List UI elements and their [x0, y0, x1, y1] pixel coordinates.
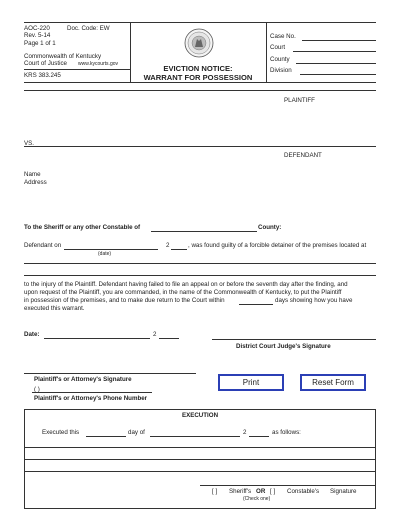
plaintiff-label: PLAINTIFF: [284, 97, 315, 104]
finding-date-field[interactable]: [64, 249, 158, 250]
executed-year-prefix: 2: [243, 429, 247, 436]
print-button[interactable]: Print: [218, 374, 284, 391]
court-of-justice: Court of Justice: [24, 60, 67, 67]
executed-this-text: Executed this: [42, 429, 80, 436]
county-field[interactable]: [296, 63, 376, 64]
year-prefix: 2: [166, 242, 170, 249]
execution-line-1[interactable]: [24, 447, 376, 448]
constable-checkbox[interactable]: [ ]: [270, 488, 276, 495]
county-label: County: [270, 56, 290, 63]
versus-label: VS.: [24, 140, 34, 147]
krs-reference: KRS 383.245: [24, 72, 61, 79]
phone-field[interactable]: [32, 392, 152, 393]
reset-form-button[interactable]: Reset Form: [300, 374, 366, 391]
header-divider-right: [266, 22, 267, 83]
plaintiff-signature-line: [24, 373, 196, 374]
guilty-text: , was found guilty of a forcible detainer of the premises located at: [188, 242, 367, 249]
case-no-field[interactable]: [302, 40, 376, 41]
paragraph-line-3b: days showing how you have: [275, 297, 353, 304]
day-of-text: day of: [128, 429, 145, 436]
executed-year-field[interactable]: [249, 436, 269, 437]
date-hint: (date): [98, 251, 112, 257]
as-follows-text: as follows:: [272, 429, 301, 436]
division-field[interactable]: [300, 74, 376, 75]
date-year-field[interactable]: [159, 338, 179, 339]
constable-county-field[interactable]: [151, 231, 257, 232]
signature-label: Signature: [330, 488, 357, 495]
officer-signature-line: [200, 485, 376, 486]
paragraph-line-2: upon request of the Plaintiff, you are commanded, in the name of the Commonwealth of Kentucky, to put the Plaintiff: [24, 289, 342, 296]
form-title-line1: EVICTION NOTICE:: [163, 64, 233, 73]
header-bottom-border: [24, 82, 376, 83]
return-days-field[interactable]: [239, 304, 273, 305]
premises-line-2[interactable]: [24, 275, 376, 276]
judge-signature-line: [212, 339, 376, 340]
name-label: Name: [24, 171, 41, 178]
website: www.kycourts.gov: [78, 61, 119, 67]
division-label: Division: [270, 67, 292, 74]
county-suffix: County:: [258, 224, 282, 231]
defendant-on-text: Defendant on: [24, 242, 62, 249]
paragraph-line-4: executed this warrant.: [24, 305, 85, 312]
sheriff-checkbox[interactable]: [ ]: [212, 488, 218, 495]
plaintiff-phone-label: Plaintiff's or Attorney's Phone Number: [34, 395, 148, 402]
sheriffs-label: Sheriff's: [229, 488, 252, 495]
address-label: Address: [24, 179, 47, 186]
plaintiff-signature-label: Plaintiff's or Attorney's Signature: [34, 376, 132, 383]
krs-rule: [24, 69, 130, 70]
form-title-line2: WARRANT FOR POSSESSION: [143, 73, 253, 82]
execution-line-3[interactable]: [24, 471, 376, 472]
to-sheriff-text: To the Sheriff or any other Constable of: [24, 224, 141, 231]
execution-line-2[interactable]: [24, 459, 376, 460]
defendant-label: DEFENDANT: [284, 152, 322, 159]
paragraph-line-3a: in possession of the premises, and to make due return to the Court within: [24, 297, 225, 304]
or-label: OR: [256, 488, 266, 495]
date-year-prefix: 2: [153, 331, 157, 338]
paragraph-line-1: to the injury of the Plaintiff. Defendant having failed to file an appeal on or before the seventh day after the finding, and: [24, 281, 348, 288]
header-top-border: [24, 22, 376, 23]
date-field[interactable]: [44, 338, 150, 339]
revision: Rev. 5-14: [24, 32, 51, 39]
executed-month-field[interactable]: [150, 436, 240, 437]
kentucky-seal-icon: [184, 28, 214, 58]
phone-area-code: ( ): [34, 386, 40, 393]
judge-signature-label: District Court Judge's Signature: [236, 343, 331, 350]
doc-code: Doc. Code: EW: [67, 25, 110, 32]
premises-line-1[interactable]: [24, 263, 376, 264]
case-no-label: Case No.: [270, 33, 296, 40]
court-label: Court: [270, 44, 286, 51]
execution-title: EXECUTION: [181, 412, 219, 419]
finding-year-field[interactable]: [171, 249, 187, 250]
page-count: Page 1 of 1: [24, 40, 56, 47]
executed-day-field[interactable]: [86, 436, 126, 437]
form-code: AOC-220: [24, 25, 50, 32]
date-label: Date:: [24, 331, 40, 338]
constables-label: Constable's: [287, 488, 320, 495]
defendant-field[interactable]: [24, 146, 376, 147]
commonwealth: Commonwealth of Kentucky: [24, 53, 102, 60]
check-one-hint: (Check one): [243, 496, 271, 502]
court-field[interactable]: [293, 51, 376, 52]
plaintiff-field[interactable]: [24, 90, 376, 91]
